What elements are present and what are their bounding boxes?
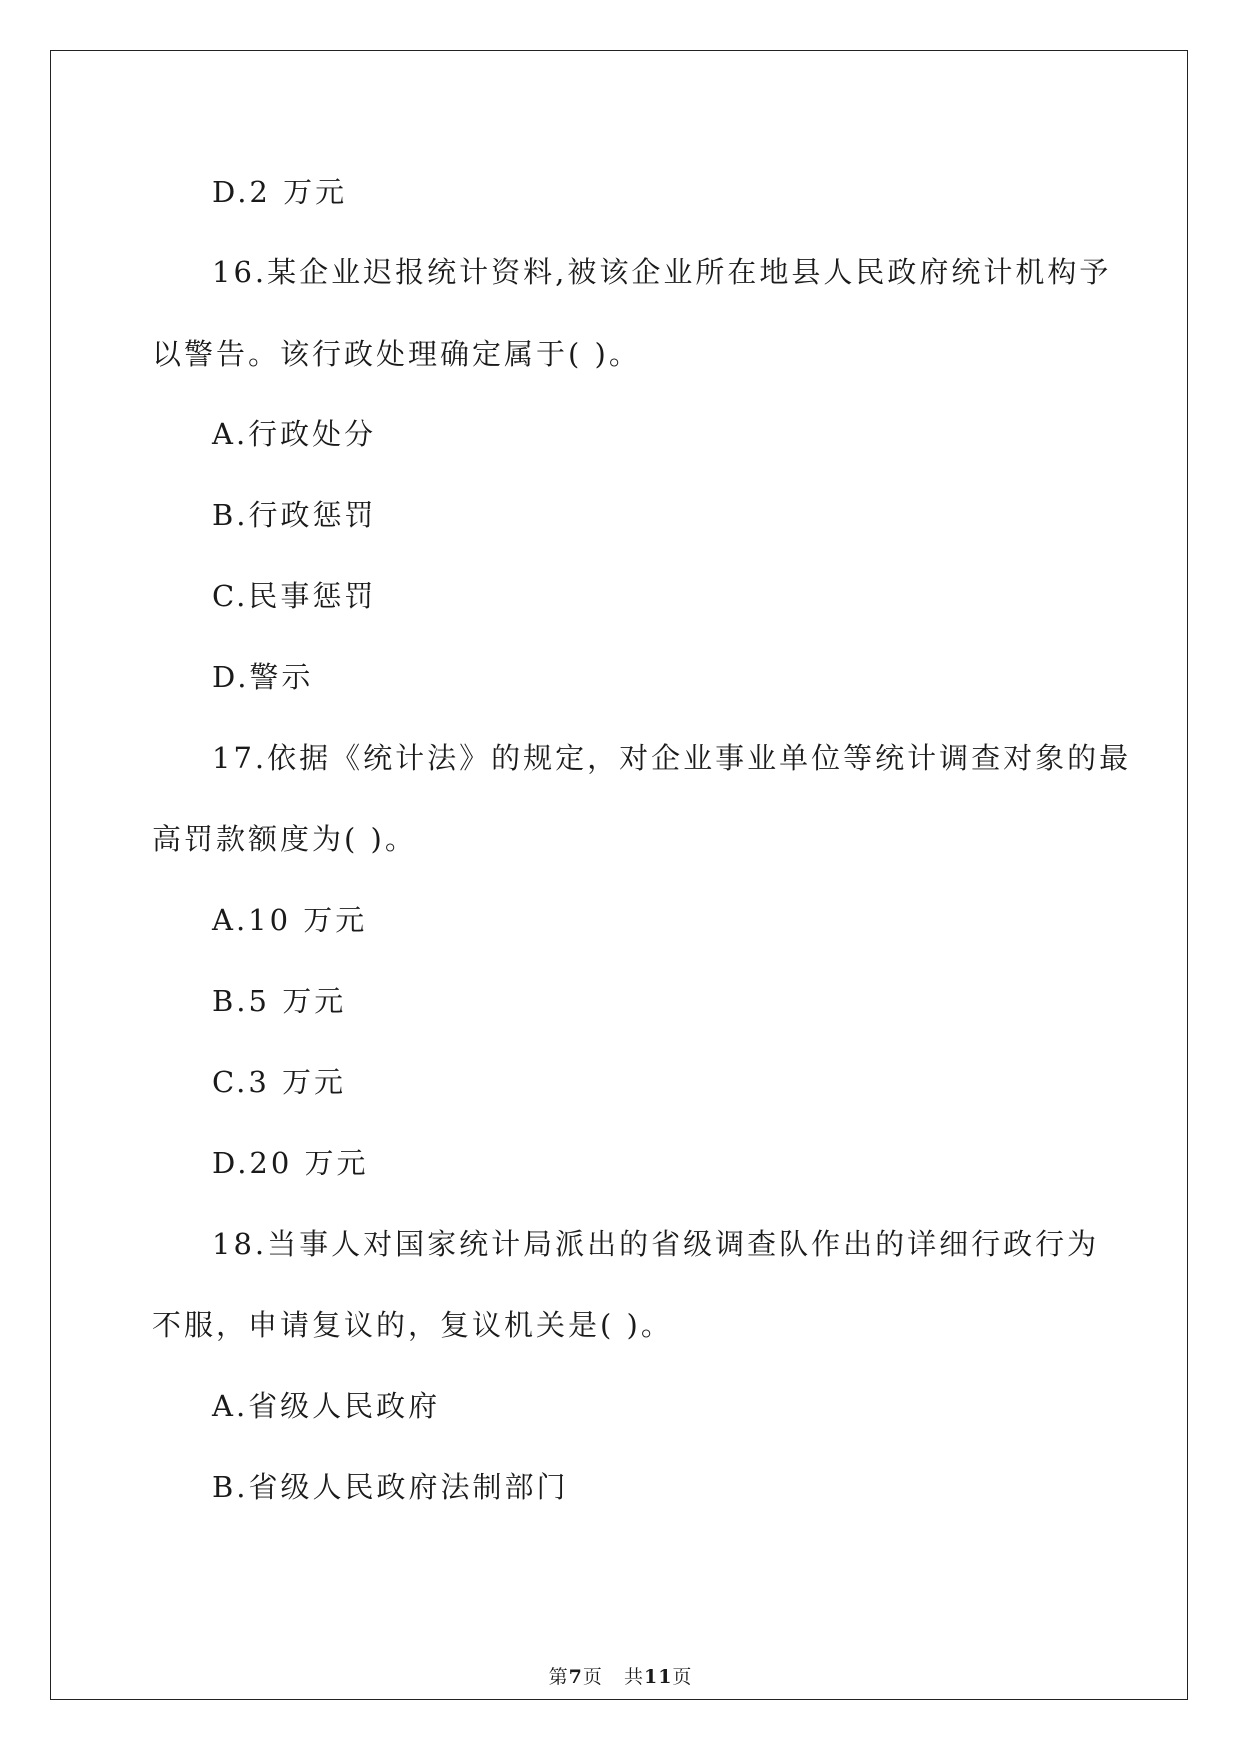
question-18-line-1: 18.当事人对国家统计局派出的省级调查队作出的详细行政行为 xyxy=(212,1227,1100,1261)
option-17-c: C.3 万元 xyxy=(212,1065,347,1099)
page-border xyxy=(50,50,1188,1700)
footer-page-suffix: 页 xyxy=(582,1666,603,1688)
option-16-d: D.警示 xyxy=(212,660,314,694)
footer-total-pages: 11 xyxy=(643,1666,673,1688)
option-16-c: C.民事惩罚 xyxy=(212,579,377,613)
option-18-b: B.省级人民政府法制部门 xyxy=(212,1470,569,1504)
option-17-a: A.10 万元 xyxy=(212,903,368,937)
option-17-b: B.5 万元 xyxy=(212,984,347,1018)
question-18-line-2: 不服，申请复议的，复议机关是( )。 xyxy=(152,1308,673,1342)
option-15-d: D.2 万元 xyxy=(212,175,348,209)
option-17-d: D.20 万元 xyxy=(212,1146,369,1180)
question-17-line-2: 高罚款额度为( )。 xyxy=(152,822,417,856)
footer-page-prefix: 第 xyxy=(548,1666,569,1688)
question-17-line-1: 17.依据《统计法》的规定，对企业事业单位等统计调查对象的最 xyxy=(212,741,1132,775)
question-16-line-1: 16.某企业迟报统计资料,被该企业所在地县人民政府统计机构予 xyxy=(212,255,1112,289)
footer-page-number: 7 xyxy=(568,1666,583,1688)
footer-total-suffix: 页 xyxy=(672,1666,693,1688)
question-16-line-2: 以警告。该行政处理确定属于( )。 xyxy=(152,337,641,371)
page-footer xyxy=(0,1665,1241,1689)
footer-total-prefix: 共 xyxy=(623,1666,644,1688)
option-18-a: A.省级人民政府 xyxy=(212,1389,441,1423)
option-16-a: A.行政处分 xyxy=(212,417,377,451)
option-16-b: B.行政惩罚 xyxy=(212,498,377,532)
